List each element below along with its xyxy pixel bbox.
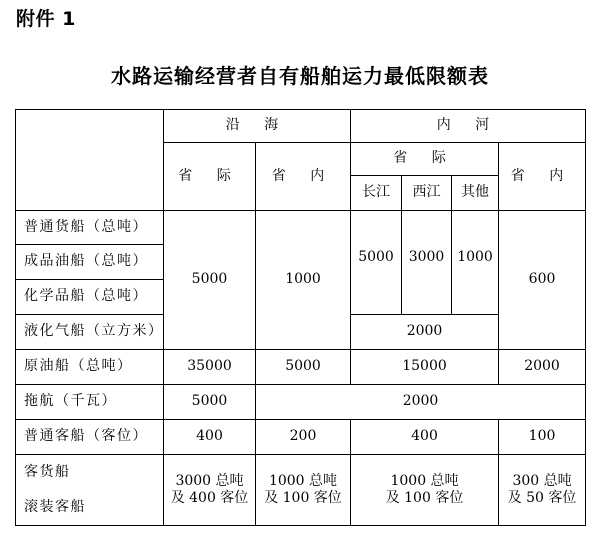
value-group-others: 1000 [452, 211, 499, 315]
value-group-xijiang: 3000 [402, 211, 452, 315]
row-label-roro-passenger-ship: 滚装客船 [16, 490, 164, 526]
value-crude-inland-inter: 15000 [351, 350, 499, 385]
capacity-quota-table [15, 109, 586, 526]
value-pc-inland-inter-line2: 及 100 客位 [385, 490, 464, 506]
row-label-oil-product-ship: 成品油船（总吨） [16, 245, 164, 280]
value-pc-coastal-intra-line1: 1000 总吨 [268, 472, 338, 489]
header-xijiang: 西江 [402, 176, 452, 211]
header-changjiang: 长江 [351, 176, 402, 211]
page-title: 水路运输经营者自有船舶运力最低限额表 [111, 64, 489, 88]
value-pc-coastal-inter [164, 455, 256, 526]
value-pc-coastal-intra [256, 455, 351, 526]
row-label-passenger-ship: 普通客船（客位） [16, 420, 164, 455]
value-pc-inland-intra-line2: 及 50 客位 [507, 490, 577, 506]
value-crude-coastal-intra: 5000 [256, 350, 351, 385]
header-inland-intra-province: 省 内 [499, 143, 586, 211]
value-pc-inland-inter [351, 455, 499, 526]
value-group-changjiang: 5000 [351, 211, 402, 315]
row-label-crude-oil-ship: 原油船（总吨） [16, 350, 164, 385]
value-passenger-inland-inter: 400 [351, 420, 499, 455]
value-pc-coastal-intra-line2: 及 100 客位 [264, 490, 342, 506]
header-others: 其他 [452, 176, 499, 211]
value-pc-coastal-inter-line1: 3000 总吨 [175, 472, 244, 489]
header-coastal-inter-province: 省 际 [164, 143, 256, 211]
value-passenger-inland-intra: 100 [499, 420, 586, 455]
header-inland: 内 河 [351, 110, 586, 143]
value-pc-inland-inter-line1: 1000 总吨 [390, 472, 459, 489]
value-pc-inland-intra [499, 455, 586, 526]
value-pc-coastal-inter-line2: 及 400 客位 [170, 490, 249, 506]
header-coastal-intra-province: 省 内 [256, 143, 351, 211]
header-inland-inter-province: 省 际 [351, 143, 499, 176]
row-label-cargo-ship: 普通货船（总吨） [16, 211, 164, 245]
value-crude-coastal-inter: 35000 [164, 350, 256, 385]
header-coastal: 沿 海 [164, 110, 351, 143]
value-passenger-coastal-intra: 200 [256, 420, 351, 455]
value-group-coastal-intra: 1000 [256, 211, 351, 350]
value-group-inland-intra: 600 [499, 211, 586, 350]
corner-cell [16, 110, 164, 211]
value-crude-inland-intra: 2000 [499, 350, 586, 385]
row-label-lng-ship: 液化气船（立方米） [16, 315, 164, 350]
value-group-coastal-inter: 5000 [164, 211, 256, 350]
value-lng-inland-inter: 2000 [351, 315, 499, 350]
row-label-chemical-ship: 化学品船（总吨） [16, 280, 164, 315]
value-passenger-coastal-inter: 400 [164, 420, 256, 455]
row-label-tug: 拖航（千瓦） [16, 385, 164, 420]
value-pc-inland-intra-line1: 300 总吨 [512, 472, 572, 489]
attachment-label: 附件 1 [16, 8, 76, 30]
value-tug-rest: 2000 [256, 385, 586, 420]
value-tug-coastal-inter: 5000 [164, 385, 256, 420]
row-label-passenger-cargo-ship: 客货船 [16, 455, 164, 490]
